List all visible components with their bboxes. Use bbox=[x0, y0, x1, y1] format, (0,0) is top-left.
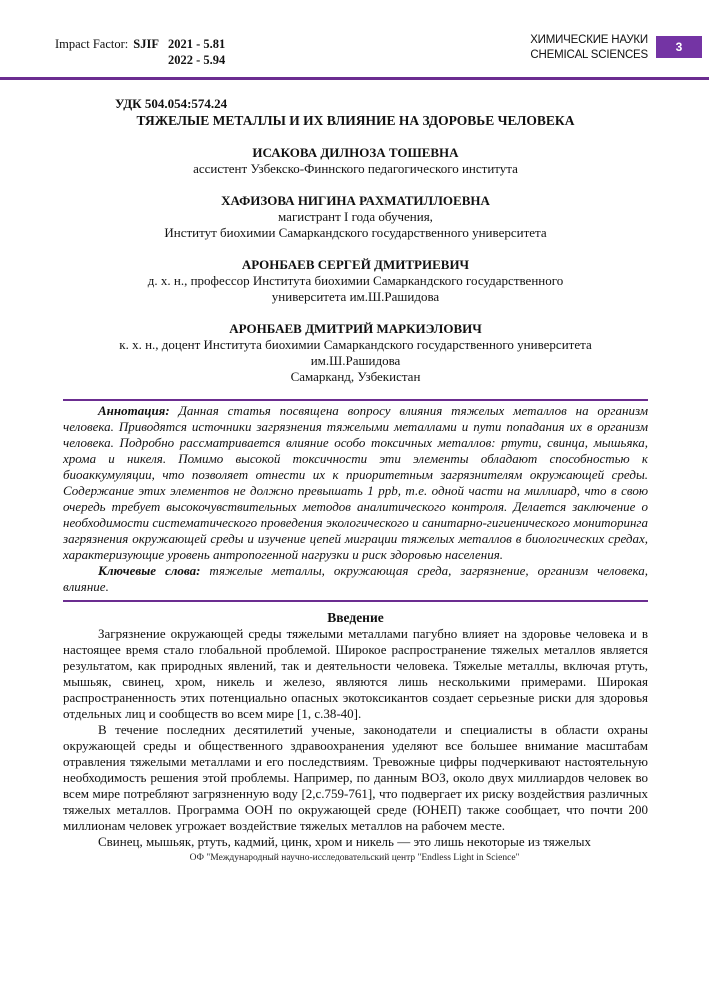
author-affiliation-line: университета им.Ш.Рашидова bbox=[271, 289, 440, 304]
paragraph: Загрязнение окружающей среды тяжелыми металлами пагубно влияет на здоровье человека и в настоящее время стало глобальной проблемой. Широкое распространение тяжелых металлов является результатом, как природных явлений, так и деятельности человека. Тяжелые металлы, включая ртуть, мышьяк, свинец, хром, никель и железо, являются лишь несколькими примерами. Широкая распространенность этих потенциально опасных экотоксикантов создает серьезные риски для здоровья отдельных лиц и сообществ во всем мире [1, с.38-40]. bbox=[63, 626, 648, 721]
abstract-text: Данная статья посвящена вопросу влияния тяжелых металлов на организм человека. Приводятся источники загрязнения тяжелыми металлами и пути попадания их в организм человека. Подробно рассматривается влияние особо токсичных металлов: ртути, свинца, мышьяка, хрома и никеля. Помимо высокой токсичности эти элементы обладают способностью к биоаккумуляции, что позволяет отнести их к приоритетным загрязнителям окружающей среды. Содержание этих элементов не должно превышать 1 ppb, т.е. одной части на миллиард, что в свою очередь требует высокочувствительных методов аналитического контроля. Делается заключение о необходимости систематического проведения экологического и санитарно-гигиенического мониторинга загрязнения окружающей среды и изучение цепей миграции тяжелых металлов в биологических средах, характеризующие уровень антропогенной нагрузки и риск здоровью населения. bbox=[63, 403, 648, 562]
section-label-en: CHEMICAL SCIENCES bbox=[530, 48, 648, 61]
paragraph: В течение последних десятилетий ученые, законодатели и специалисты в области охраны окружающей среды и общественного здравоохранения уделяют все большее внимание масштабам отравления тяжелыми металлами и его последствиям. Тревожные цифры подчеркивают настоятельную необходимость решения этой проблемы. Например, по данным ВОЗ, около двух миллиардов человек во всем мире потребляют загрязненную воду [2,с.759-761], что подвергает их риску воздействия различных тяжелых металлов. Программа ООН по окружающей среде (ЮНЕП) также сообщает, что почти 200 миллионам человек угрожает воздействие тяжелых металлов на рабочем месте. bbox=[63, 722, 648, 833]
author-affiliation-line: д. х. н., профессор Института биохимии Самаркандского государственного bbox=[147, 273, 564, 288]
sjif-value-2021: 2021 - 5.81 bbox=[167, 37, 226, 51]
keywords-label: Ключевые слова: bbox=[98, 563, 201, 578]
author-name: ИСАКОВА ДИЛНОЗА ТОШЕВНА bbox=[252, 145, 459, 160]
page-header bbox=[0, 0, 709, 77]
section-names bbox=[530, 30, 648, 62]
sjif-values bbox=[168, 36, 225, 68]
abstract-label: Аннотация: bbox=[98, 403, 170, 418]
abstract bbox=[63, 403, 648, 563]
page-footer bbox=[0, 852, 709, 864]
author-block bbox=[63, 193, 648, 241]
author-affiliation-line: ассистент Узбекско-Финнского педагогического института bbox=[193, 161, 518, 176]
author-affiliation-line: Институт биохимии Самаркандского государственного университета bbox=[164, 225, 547, 240]
author-affiliation-line: Самарканд, Узбекистан bbox=[290, 369, 421, 384]
author-affiliation-line: им.Ш.Рашидова bbox=[310, 353, 401, 368]
author-block bbox=[63, 145, 648, 177]
author-block bbox=[63, 257, 648, 305]
section-label-ru: ХИМИЧЕСКИЕ НАУКИ bbox=[530, 34, 648, 46]
author-name: АРОНБАЕВ СЕРГЕЙ ДМИТРИЕВИЧ bbox=[241, 257, 470, 272]
header-right bbox=[530, 30, 702, 62]
footer-text: ОФ "Международный научно-исследовательский центр "Endless Light in Science" bbox=[189, 853, 520, 863]
abstract-bottom-rule bbox=[63, 600, 648, 602]
keywords-text: тяжелые металлы, окружающая среда, загрязнение, организм человека, влияние. bbox=[63, 563, 648, 594]
sjif-value-2022: 2022 - 5.94 bbox=[167, 53, 226, 67]
article-body bbox=[0, 96, 709, 850]
impact-factor-label: Impact Factor: bbox=[55, 37, 129, 51]
header-rule bbox=[0, 77, 709, 80]
section-heading: Введение bbox=[327, 610, 384, 625]
article-title: ТЯЖЕЛЫЕ МЕТАЛЛЫ И ИХ ВЛИЯНИЕ НА ЗДОРОВЬЕ ЧЕЛОВЕКА bbox=[136, 113, 575, 128]
author-affiliation-line: магистрант I года обучения, bbox=[278, 209, 433, 224]
author-affiliation-line: к. х. н., доцент Института биохимии Самаркандского государственного университета bbox=[119, 337, 592, 352]
author-name: ХАФИЗОВА НИГИНА РАХМАТИЛЛОЕВНА bbox=[221, 193, 490, 208]
sjif-label: SJIF bbox=[133, 37, 159, 51]
abstract-top-rule bbox=[63, 399, 648, 401]
author-name: АРОНБАЕВ ДМИТРИЙ МАРКИЭЛОВИЧ bbox=[229, 321, 482, 336]
page-number-badge: 3 bbox=[656, 36, 702, 58]
impact-factor-block bbox=[55, 30, 225, 68]
udc-code: УДК 504.054:574.24 bbox=[115, 96, 228, 111]
paragraph: Свинец, мышьяк, ртуть, кадмий, цинк, хром и никель — это лишь некоторые из тяжелых bbox=[98, 834, 592, 849]
keywords bbox=[63, 563, 648, 595]
author-block bbox=[63, 321, 648, 385]
